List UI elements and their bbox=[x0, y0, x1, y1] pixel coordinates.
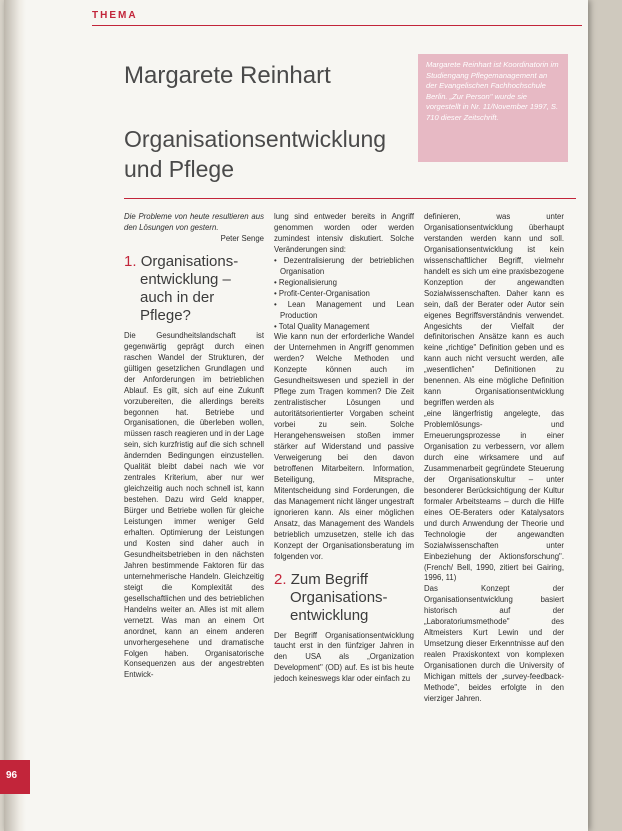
body-paragraph: Die Gesundheitslandschaft ist gegenwärtig geprägt durch einen raschen Wandel der Strukturen, der gültigen gesetzlichen Grundlagen und der Anforderungen im betrieblichen Ablauf. Es gilt, sich auf eine Zukunft vorzubereiten, die allerdings bereits begonnen hat. Betriebe und Organisationen, die überleben wollen, müssen rasch reagieren und in der Lage sein, sich kurzfristig auf die sich schnell ändernden Bedingungen einzustellen. Qualität bleibt dabei nach wie vor zentrales Kriterium, aber nur wer gleichzeitig auch noch schnell ist, kann bestehen. Dazu wird Geld knapper, Bürger und Betriebe wollen für gleiche Leistungen immer weniger Geld erhalten. Optimierung der Leistungen und Kosten sind daher auch in Gesundheitsbetrieben in den nächsten Jahren bestimmende Faktoren für das unternehmerische Handeln. Gleichzeitig steigt die Komplexität des gesellschaftlichen und des betrieblichen Handelns weiter an. Alles ist mit allem vernetzt. Was man an einem Ort anordnet, kann an einem anderen unvorhergesehene und dramatische Folgen haben. Organisatorische Konsequenzen aus der angestrebten Entwick- bbox=[124, 330, 264, 680]
section-heading-1-line-1: Organisations- bbox=[140, 252, 239, 270]
body-paragraph: Das Konzept der Organisationsentwicklung basiert historisch auf der „Laboratoriumsmethode" des Altmeisters Kurt Lewin und der Umsetzung dieser Erkenntnisse auf den realen Praxiskontext von komplexen Organisationen durch die University of Michigan mittels der „survey-feedback-Methode", beides erfolgte in den vierziger Jahren. bbox=[424, 584, 564, 703]
body-paragraph: definieren, was unter Organisationsentwicklung überhaupt verstanden werden kann und soll. Organisationsentwicklung ist kein wissenschaftlicher Begriff, vielmehr handelt es sich um eine praxisbezogene Konzeption der angewandten Sozialwissenschaften. Daher kann es sein, daß der Berater oder Autor sein eigenes Begriffsverständnis verwendet. Angesichts der Vielfalt der definitorischen Ansätze kann es auch keine „richtige" Definition geben und es kann auch nicht versucht werden, alle „wesentlichen" Definitionen zu benennen. Als eine mögliche Definition kann Organisationsentwicklung begriffen werden als bbox=[424, 212, 564, 408]
section-heading-1-line-2: entwicklung – bbox=[140, 270, 231, 288]
body-paragraph: Der Begriff Organisationsentwicklung taucht erst in den fünfziger Jahren in den USA als „Organization Development" (OD) auf. Es ist bis heute jedoch keineswegs klar oder einfach zu bbox=[274, 630, 414, 684]
bullet-item: • Lean Management und Lean Production bbox=[274, 299, 414, 320]
bullet-item: • Regionalisierung bbox=[274, 277, 337, 287]
body-paragraph: lung sind entweder bereits in Angriff genommen worden oder werden zumindest intensiv diskutiert. Solche Veränderungen sind: bbox=[274, 212, 414, 254]
text-column-3 bbox=[424, 212, 564, 705]
author-info-text: Margarete Reinhart ist Koordinatorin im Studiengang Pflegemanagement an der Evangelischen Fachhochschule Berlin. „Zur Person" wurde sie vorgestellt in Nr. 11/November 1997, S. 710 dieser Zeitschrift. bbox=[426, 60, 559, 122]
section-heading-1-line-3: auch in der bbox=[140, 288, 215, 306]
bullet-item: • Profit-Center-Organisation bbox=[274, 288, 370, 298]
motto-quote: Die Probleme von heute resultieren aus den Lösungen von gestern. bbox=[124, 212, 264, 232]
definition-quote: „eine längerfristig angelegte, das Problemlösungs- und Erneuerungsprozesse in einer Organisation zu verbessern, vor allem durch eine wirksamere und auf Zusammenarbeit gegründete Steuerung der Organisationskultur – unter besonderer Berücksichtigung der Kultur formaler Arbeitsteams – durch die Hilfe eines OE-Beraters oder Katalysators und durch Anwendung der Theorie und Technologie der angewandten Sozialwissenschaften unter Einbeziehung der Aktionsforschung". (French/ Bell, 1990, zitiert bei Gairing, 1996, 11) bbox=[424, 409, 564, 583]
author-info-box bbox=[418, 54, 568, 162]
section-heading-2-line-2: Organisations- bbox=[290, 588, 388, 606]
section-heading-2-number: 2. bbox=[274, 570, 287, 588]
page-number: 96 bbox=[6, 770, 18, 781]
page-binding-shadow bbox=[4, 0, 26, 831]
motto-source: Peter Senge bbox=[220, 233, 264, 243]
section-heading-1-number: 1. bbox=[124, 252, 137, 270]
header-rule bbox=[92, 25, 582, 26]
section-heading-1 bbox=[124, 253, 264, 325]
page-number-tab bbox=[0, 760, 30, 794]
bullet-item: • Dezentralisierung der betrieblichen Organisation bbox=[274, 255, 414, 276]
section-heading-2-line-3: entwicklung bbox=[290, 606, 369, 624]
section-heading-2-line-1: Zum Begriff bbox=[290, 570, 368, 588]
text-column-1 bbox=[124, 212, 264, 681]
section-heading-1-line-4: Pflege? bbox=[140, 306, 191, 324]
section-heading-2 bbox=[274, 571, 414, 625]
bullet-item: • Total Quality Management bbox=[274, 321, 370, 331]
section-label: THEMA bbox=[92, 10, 138, 21]
body-paragraph: Wie kann nun der erforderliche Wandel der Unternehmen in Angriff genommen werden? Welche Methoden und Konzepte können auch im Gesundheitswesen und speziell in der Pflege zum Tragen kommen? Die Zeit zentralistischer Lösungen und autoritätsorientierter Vorgaben scheint vorbei zu sein. Solche Herangehensweisen stoßen immer stärker auf Widerstand und passive Verweigerung bei den davon betroffenen Mitarbeitern. Information, Beteiligung, Mitsprache, Mitentscheidung sind Forderungen, die das Management nicht länger ungestraft ignorieren kann. Als einer möglichen Ansatz, das Management des Wandels betrieblich umzusetzen, stelle ich das Konzept der Organisationsberatung im folgenden vor. bbox=[274, 332, 414, 561]
title-separator bbox=[124, 198, 576, 199]
article-title bbox=[124, 124, 414, 184]
article-title-line-2: und Pflege bbox=[124, 156, 234, 182]
article-author: Margarete Reinhart bbox=[124, 62, 331, 89]
text-column-2 bbox=[274, 212, 414, 685]
facing-page-edge bbox=[588, 0, 622, 831]
article-title-line-1: Organisationsentwicklung bbox=[124, 126, 387, 152]
